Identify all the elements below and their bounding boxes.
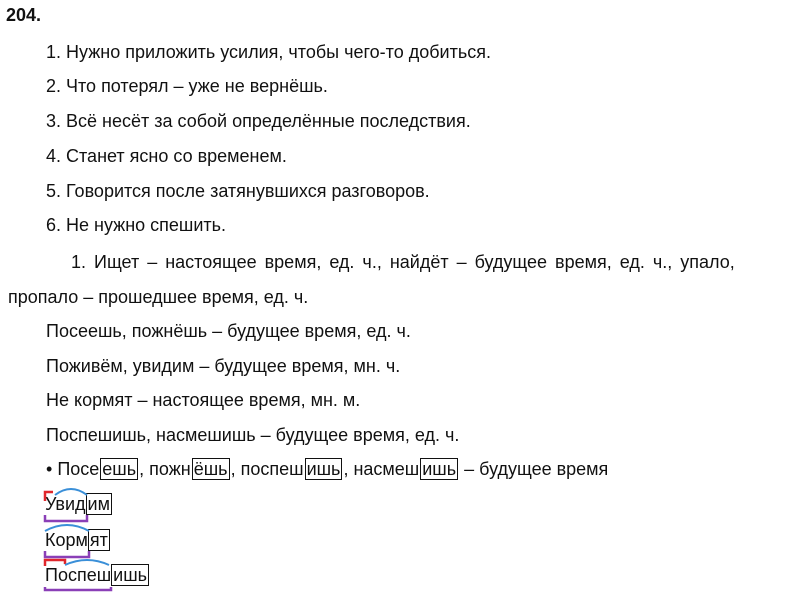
morpheme-word-kormyat [45, 529, 110, 551]
separator: , [230, 459, 236, 479]
meaning-line-1: 1. Нужно приложить усилия, чтобы чего-то добиться. [46, 42, 491, 62]
analysis-first-line-continued: пропало – прошедшее время, ед. ч. [8, 287, 309, 307]
stem-underline [45, 515, 87, 521]
morpheme-word-pospeshish [45, 564, 149, 586]
stem-underline [45, 587, 111, 590]
morpheme-word-uvidim [45, 493, 112, 515]
word-pozhnesh: пожн ёшь [149, 459, 228, 479]
stem-text: Поспеш [45, 565, 112, 585]
stem-text: Корм [45, 530, 88, 550]
stem-text: Увид [45, 494, 86, 514]
analysis-line-4: Поспешишь, насмешишь – будущее время, ед. ч. [46, 425, 460, 445]
ending-box: им [87, 494, 110, 514]
word-pospeshish: поспеш ишь [240, 459, 341, 479]
separator: , [139, 459, 145, 479]
bullet-marker: • [46, 459, 53, 479]
meaning-line-6: 6. Не нужно спешить. [46, 215, 227, 235]
ending-box: ишь [306, 459, 341, 479]
analysis-first-line: 1. Ищет – настоящее время, ед. ч., найдёт – будущее время, ед. ч., упало, [71, 252, 735, 272]
stem-underline [45, 551, 89, 557]
ending-box: ишь [422, 459, 457, 479]
separator: , [343, 459, 349, 479]
ending-box: ят [89, 530, 108, 550]
word-nasmeshish: насмеш ишь [353, 459, 457, 479]
analysis-line-2: Поживём, увидим – будущее время, мн. ч. [46, 356, 401, 376]
analysis-line-3: Не кормят – настоящее время, мн. м. [46, 390, 361, 410]
meaning-line-3: 3. Всё несёт за собой определённые последствия. [46, 111, 471, 131]
exercise-number: 204. [6, 5, 42, 25]
ending-box: ешь [102, 459, 137, 479]
analysis-line-1: Посеешь, пожнёшь – будущее время, ед. ч. [46, 321, 411, 341]
bullet-tail: – будущее время [464, 459, 609, 479]
ending-box: ёшь [193, 459, 228, 479]
ending-box: ишь [113, 565, 148, 585]
meaning-line-2: 2. Что потерял – уже не вернёшь. [46, 76, 328, 96]
word-poseesh: Посе ешь [57, 459, 137, 479]
meaning-line-4: 4. Станет ясно со временем. [46, 146, 287, 166]
meaning-line-5: 5. Говорится после затянувшихся разговоров. [46, 181, 430, 201]
endings-bullet-line [46, 458, 608, 480]
